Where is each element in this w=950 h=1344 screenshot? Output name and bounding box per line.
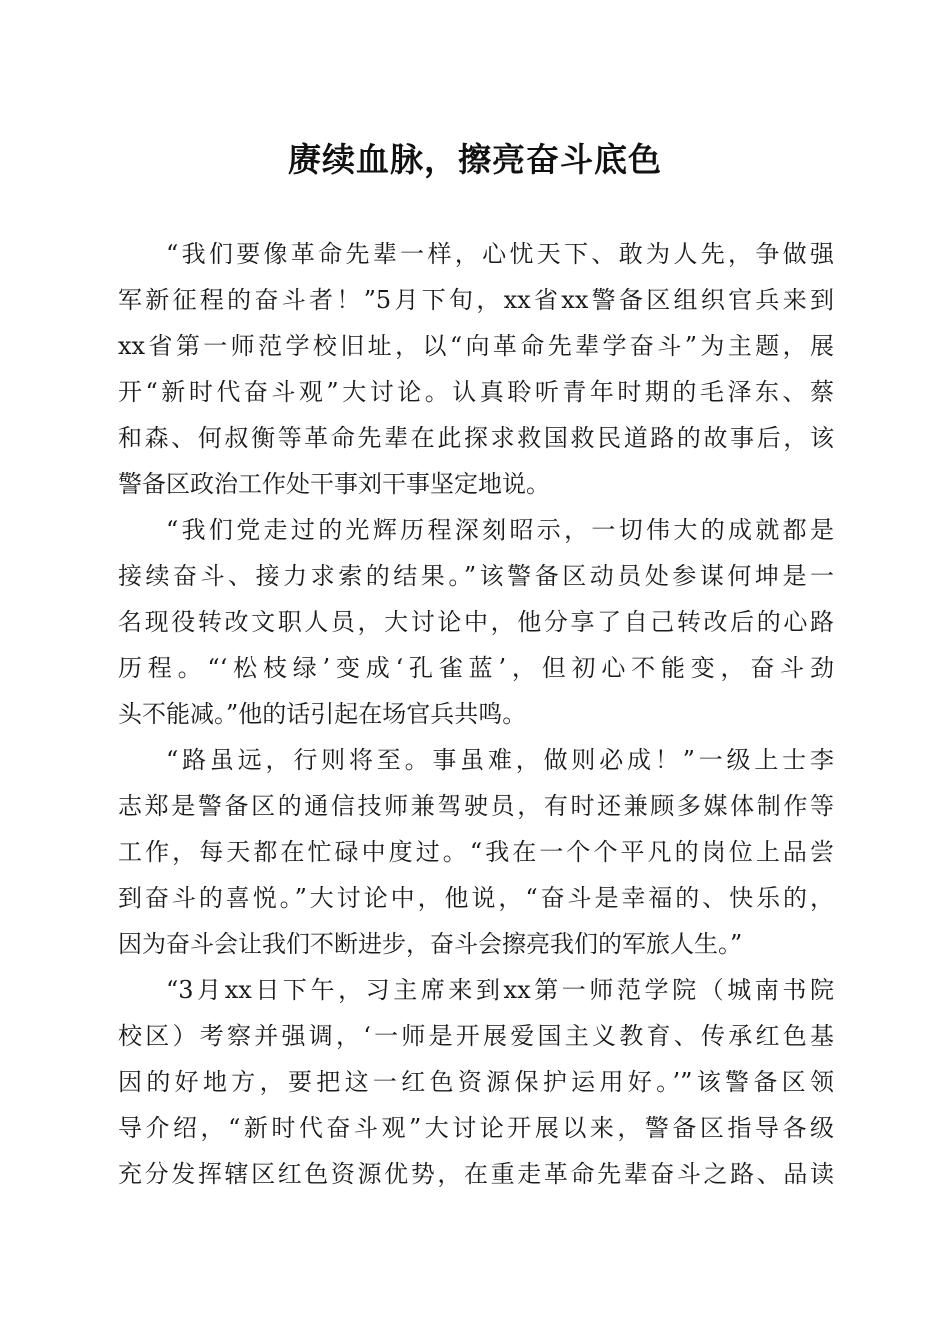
paragraph-1-line-4: 开“新时代奋斗观”大讨论。认真聆听青年时期的毛泽东、蔡 [118,378,834,406]
paragraph-2-line-1: “我们党走过的光辉历程深刻昭示，一切伟大的成就都是 [166,516,834,544]
paragraph-3-line-3: 工作，每天都在忙碌中度过。“我在一个个平凡的岗位上品尝 [118,838,834,866]
paragraph-1-line-2: 军新征程的奋斗者！”5月下旬，xx省xx警备区组织官兵来到 [118,286,834,314]
document-body [118,231,834,1197]
paragraph-4-line-1: “3月xx日下午，习主席来到xx第一师范学院（城南书院 [166,976,834,1004]
paragraph-2-line-5: 头不能减。”他的话引起在场官兵共鸣。 [118,700,527,728]
paragraph-2-line-4: 历程。“‘松枝绿’变成‘孔雀蓝’，但初心不能变，奋斗劲 [118,654,834,682]
paragraph-1-line-3: xx省第一师范学校旧址，以“向革命先辈学奋斗”为主题，展 [118,332,834,360]
paragraph-1-line-1: “我们要像革命先辈一样，心忧天下、敢为人先，争做强 [166,240,834,268]
paragraph-3-line-1: “路虽远，行则将至。事虽难，做则必成！”一级上士李 [166,746,834,774]
paragraph-1-line-6: 警备区政治工作处干事刘干事坚定地说。 [118,470,550,498]
paragraph-4-line-4: 导介绍，“新时代奋斗观”大讨论开展以来，警备区指导各级 [118,1114,834,1142]
paragraph-1-line-5: 和森、何叔衡等革命先辈在此探求救国救民道路的故事后，该 [118,424,834,452]
paragraph-3-line-5: 因为奋斗会让我们不断进步，奋斗会擦亮我们的军旅人生。” [118,930,743,958]
paragraph-2-line-3: 名现役转改文职人员，大讨论中，他分享了自己转改后的心路 [118,608,834,636]
document-title: 赓续血脉，擦亮奋斗底色 [288,140,662,179]
paragraph-4-line-5: 充分发挥辖区红色资源优势，在重走革命先辈奋斗之路、品读 [118,1160,834,1188]
paragraph-4-line-3: 因的好地方，要把这一红色资源保护运用好。’”该警备区领 [118,1068,834,1096]
paragraph-2-line-2: 接续奋斗、接力求索的结果。”该警备区动员处参谋何坤是一 [118,562,834,590]
paragraph-3-line-2: 志郑是警备区的通信技师兼驾驶员，有时还兼顾多媒体制作等 [118,792,834,820]
paragraph-3-line-4: 到奋斗的喜悦。”大讨论中，他说，“奋斗是幸福的、快乐的， [118,884,834,912]
paragraph-4-line-2: 校区）考察并强调，‘一师是开展爱国主义教育、传承红色基 [118,1022,834,1050]
